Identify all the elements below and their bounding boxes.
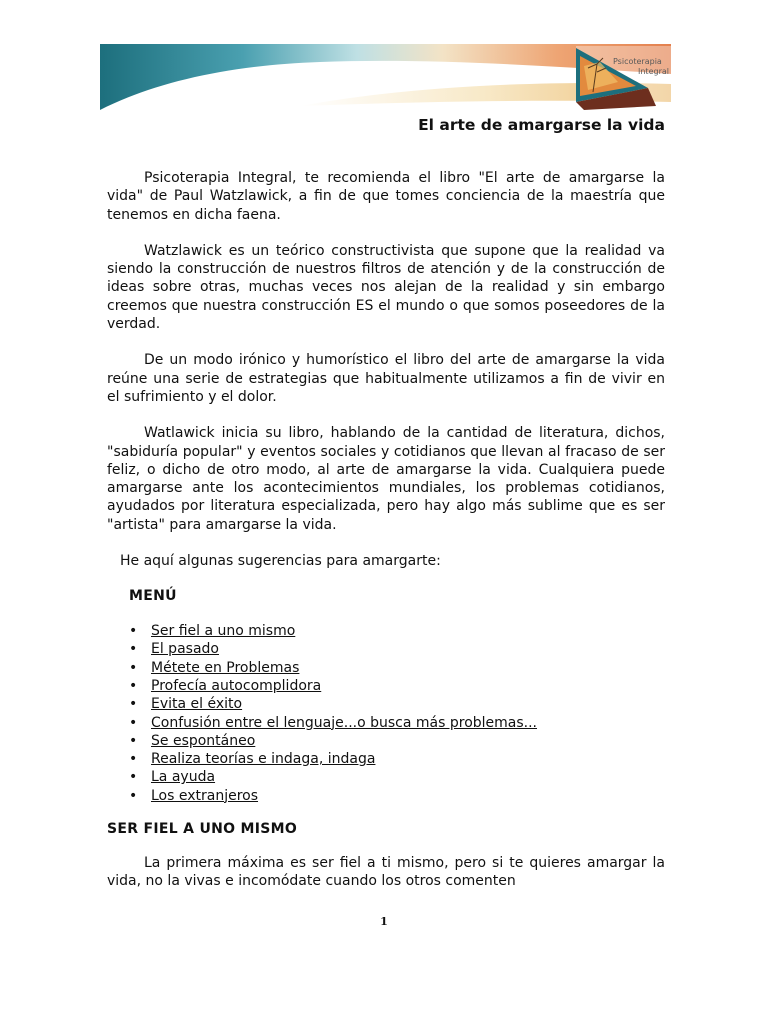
bullet-icon: • [129, 714, 138, 731]
menu-item [129, 640, 665, 658]
intro-line: He aquí algunas sugerencias para amargarte: [120, 553, 441, 570]
paragraph-2: Watzlawick es un teórico constructivista que supone que la realidad va siendo la construcción de nuestros filtros de atención y de la construcción de ideas sobre otras, muchas veces nos alejan de la realidad y sin embargo creemos que nuestra construcción ES el mundo o que somos poseedores de la verdad. [107, 242, 665, 333]
menu-item [129, 677, 665, 695]
menu-item [129, 714, 665, 732]
menu-link-evita-exito[interactable]: Evita el éxito [151, 696, 243, 713]
bullet-icon: • [129, 751, 138, 768]
logo-line1: Psicoterapia [613, 57, 662, 66]
menu-item [129, 695, 665, 713]
menu-link-ayuda[interactable]: La ayuda [151, 769, 216, 786]
paragraph-1: Psicoterapia Integral, te recomienda el libro "El arte de amargarse la vida" de Paul Watzlawick, a fin de que tomes conciencia de la maestría que tenemos en dicha faena. [107, 170, 665, 223]
menu-list [107, 622, 665, 805]
menu-link-confusion[interactable]: Confusión entre el lenguaje...o busca más problemas... [151, 714, 538, 731]
paragraph-4: Watlawick inicia su libro, hablando de la cantidad de literatura, dichos, "sabiduría popular" y eventos sociales y cotidianos que llevan al fracaso de ser feliz, o dicho de otro modo, al arte de amargarse la vida. Cualquiera puede amargarse ante los acontecimientos mundiales, los problemas cotidianos, ayudados por literatura especializada, pero hay algo más sublime que es ser "artista" para amargarse la vida. [107, 425, 665, 533]
bullet-icon: • [129, 641, 138, 658]
menu-item [129, 659, 665, 677]
bullet-icon: • [129, 769, 138, 786]
paragraph-3: De un modo irónico y humorístico el libro del arte de amargarse la vida reúne una serie de estrategias que habitualmente utilizamos a fin de vivir en el sufrimiento y el dolor. [107, 352, 665, 405]
menu-link-extranjeros[interactable]: Los extranjeros [151, 787, 259, 804]
menu-link-problemas[interactable]: Métete en Problemas [151, 659, 300, 676]
page-title: El arte de amargarse la vida [418, 116, 665, 134]
menu-item [129, 768, 665, 786]
menu-item [129, 732, 665, 750]
logo-line2: Integral [638, 67, 669, 76]
menu-title: MENÚ [129, 588, 177, 605]
menu-item [129, 750, 665, 768]
bullet-icon: • [129, 696, 138, 713]
bullet-icon: • [129, 732, 138, 749]
bullet-icon: • [129, 659, 138, 676]
bullet-icon: • [129, 677, 138, 694]
header-banner [100, 44, 671, 110]
menu-link-ser-fiel[interactable]: Ser fiel a uno mismo [151, 623, 296, 640]
bullet-icon: • [129, 623, 138, 640]
bullet-icon: • [129, 787, 138, 804]
page-number: 1 [380, 915, 388, 928]
menu-link-profecia[interactable]: Profecía autocomplidora [151, 677, 322, 694]
section-title: SER FIEL A UNO MISMO [107, 821, 298, 838]
document-body [107, 169, 665, 891]
menu-link-espontaneo[interactable]: Se espontáneo [151, 732, 256, 749]
menu-link-el-pasado[interactable]: El pasado [151, 641, 219, 658]
menu-item [129, 622, 665, 640]
menu-item [129, 787, 665, 805]
menu-link-teorias[interactable]: Realiza teorías e indaga, indaga [151, 751, 376, 768]
section-paragraph: La primera máxima es ser fiel a ti mismo, pero si te quieres amargar la vida, no la vivas e incomódate cuando los otros comenten [107, 855, 665, 890]
